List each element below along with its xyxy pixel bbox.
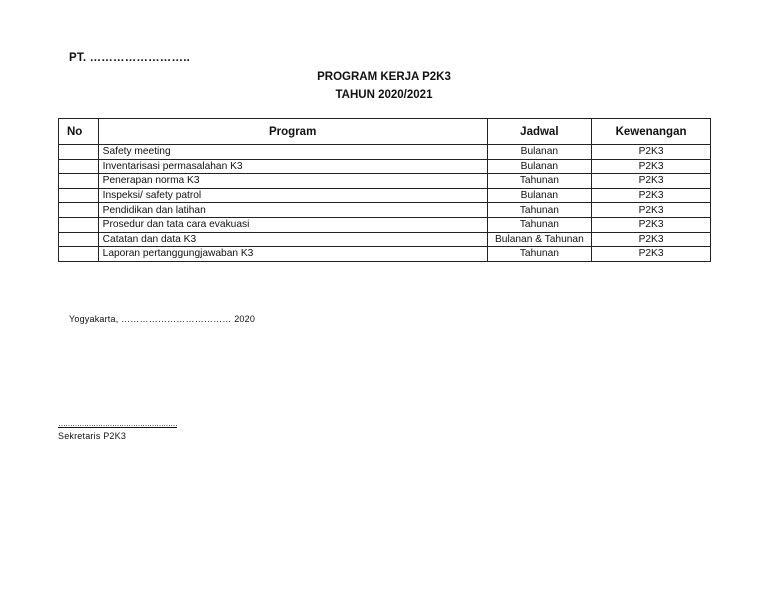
- table-row: [59, 232, 711, 247]
- column-header-kewenangan: Kewenangan: [592, 119, 711, 145]
- row-no-cell: [59, 217, 99, 232]
- table-row: [59, 217, 711, 232]
- row-program-cell: Inspeksi/ safety patrol: [98, 188, 487, 203]
- row-jadwal-cell: Tahunan: [487, 203, 591, 218]
- company-name: PT. ……………………..: [69, 52, 191, 64]
- row-no-cell: [59, 188, 99, 203]
- row-jadwal-cell: Bulanan: [487, 159, 591, 174]
- row-no-cell: [59, 247, 99, 262]
- row-no-cell: [59, 159, 99, 174]
- row-kewenangan-cell: P2K3: [592, 203, 711, 218]
- row-jadwal-cell: Bulanan & Tahunan: [487, 232, 591, 247]
- table-row: [59, 174, 711, 189]
- row-kewenangan-cell: P2K3: [592, 174, 711, 189]
- title-line-2: TAHUN 2020/2021: [335, 89, 433, 101]
- row-jadwal-cell: Tahunan: [487, 247, 591, 262]
- row-no-cell: [59, 232, 99, 247]
- row-program-cell: Inventarisasi permasalahan K3: [98, 159, 487, 174]
- row-no-cell: [59, 203, 99, 218]
- row-kewenangan-cell: P2K3: [592, 247, 711, 262]
- table-body: [59, 145, 711, 262]
- table-row: [59, 247, 711, 262]
- column-header-jadwal: Jadwal: [487, 119, 591, 145]
- signatory-role: Sekretaris P2K3: [58, 431, 127, 441]
- row-kewenangan-cell: P2K3: [592, 145, 711, 160]
- row-kewenangan-cell: P2K3: [592, 159, 711, 174]
- row-no-cell: [59, 174, 99, 189]
- row-program-cell: Prosedur dan tata cara evakuasi: [98, 217, 487, 232]
- table-row: [59, 203, 711, 218]
- table-header-row: [59, 119, 711, 145]
- row-kewenangan-cell: P2K3: [592, 217, 711, 232]
- program-table: [58, 118, 711, 262]
- table-row: [59, 188, 711, 203]
- row-program-cell: Laporan pertanggungjawaban K3: [98, 247, 487, 262]
- row-kewenangan-cell: P2K3: [592, 188, 711, 203]
- row-jadwal-cell: Tahunan: [487, 217, 591, 232]
- column-header-no: No: [59, 119, 99, 145]
- column-header-program: Program: [98, 119, 487, 145]
- row-jadwal-cell: Bulanan: [487, 145, 591, 160]
- title-line-1: PROGRAM KERJA P2K3: [317, 71, 451, 83]
- document-title: [0, 68, 768, 104]
- row-jadwal-cell: Tahunan: [487, 174, 591, 189]
- row-program-cell: Catatan dan data K3: [98, 232, 487, 247]
- row-kewenangan-cell: P2K3: [592, 232, 711, 247]
- table-row: [59, 145, 711, 160]
- row-program-cell: Penerapan norma K3: [98, 174, 487, 189]
- row-jadwal-cell: Bulanan: [487, 188, 591, 203]
- row-no-cell: [59, 145, 99, 160]
- table-row: [59, 159, 711, 174]
- row-program-cell: Safety meeting: [98, 145, 487, 160]
- row-program-cell: Pendidikan dan latihan: [98, 203, 487, 218]
- signature-line: ……………………………………………: [58, 419, 177, 428]
- place-date: Yogyakarta, ……………………………… 2020: [69, 314, 256, 324]
